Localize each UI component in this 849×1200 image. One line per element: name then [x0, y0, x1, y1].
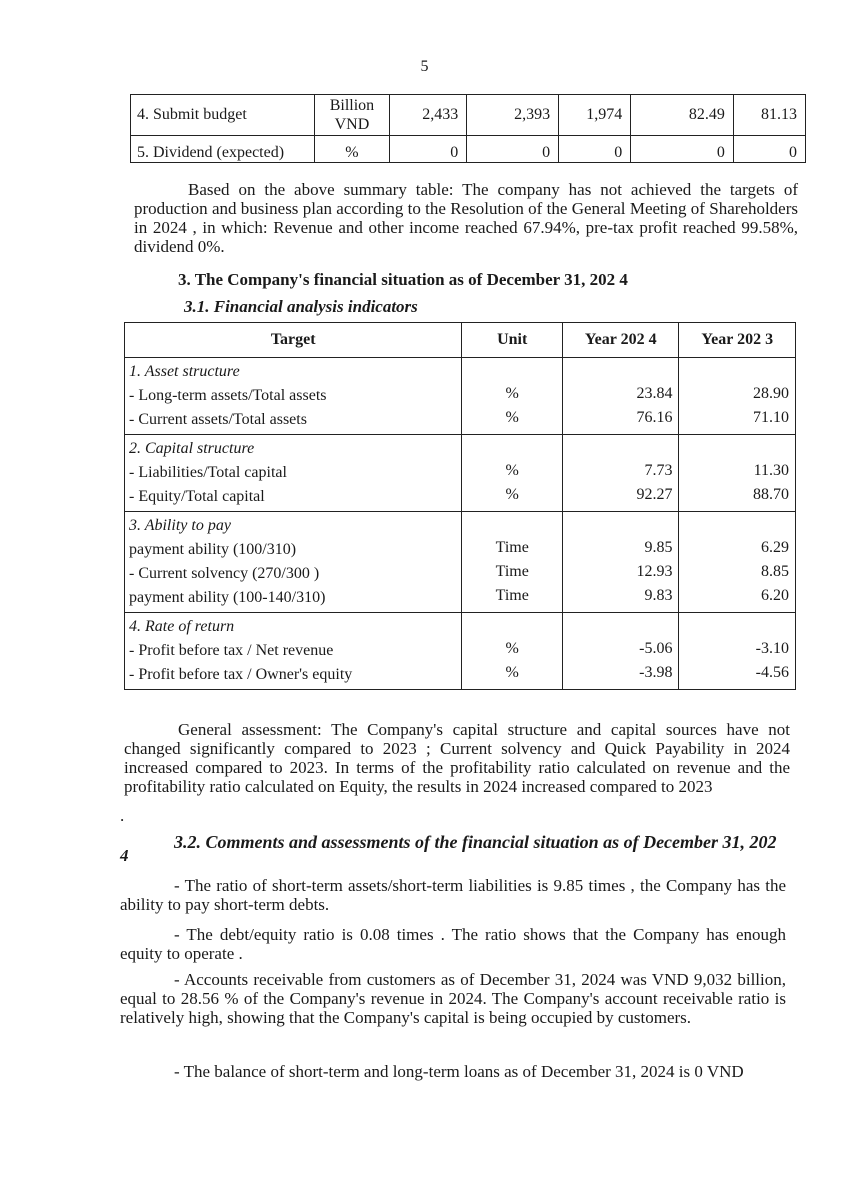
section-3-1-title: 3.1. Financial analysis indicators	[184, 297, 418, 316]
value-2024: 76.16	[636, 409, 673, 426]
value-2023: -4.56	[755, 664, 789, 681]
value-2023-cell	[679, 358, 796, 435]
row-unit: %	[315, 136, 390, 163]
value-2023: 88.70	[753, 486, 789, 503]
value-2023-cell	[679, 613, 796, 690]
value-2023: 6.20	[761, 587, 789, 604]
section-3-2-title-continuation: 4	[120, 846, 129, 865]
row-unit: Time	[495, 539, 529, 556]
row-unit: %	[505, 462, 519, 479]
row-label: - Profit before tax / Owner's equity	[129, 666, 353, 683]
table-row	[125, 435, 796, 512]
table-row	[125, 512, 796, 613]
group-title: 3. Ability to pay	[129, 517, 231, 534]
value-2023-cell	[679, 435, 796, 512]
header-year-2023: Year 202 3	[679, 323, 796, 358]
row-label: - Profit before tax / Net revenue	[129, 642, 334, 659]
table-row	[131, 136, 806, 163]
row-label: - Liabilities/Total capital	[129, 464, 287, 481]
row-label: 5. Dividend (expected)	[131, 136, 315, 163]
value-2024: 92.27	[636, 486, 673, 503]
comment-paragraph: - The ratio of short-term assets/short-term liabilities is 9.85 times , the Company has the ability to pay short-term debts.	[120, 876, 786, 914]
value-2024-cell	[562, 358, 679, 435]
summary-paragraph: Based on the above summary table: The company has not achieved the targets of production and business plan according to the Resolution of the General Meeting of Shareholders in 2024 , in which: Revenue and other income reached 67.94%, pre-tax profit reached 99.58%, dividend 0%.	[134, 180, 798, 256]
general-assessment-paragraph: General assessment: The Company's capital structure and capital sources have not changed significantly compared to 2023 ; Current solvency and Quick Payability in 2024 increased compared to 2023. In terms of the profitability ratio calculated on revenue and the profitability ratio calculated on Equity, the results in 2024 increased compared to 2023	[124, 720, 790, 796]
row-unit: %	[505, 385, 519, 402]
group-rate-of-return	[125, 613, 462, 690]
value-2024-cell	[562, 435, 679, 512]
unit-cell	[462, 512, 563, 613]
group-title: 1. Asset structure	[129, 363, 240, 380]
section-3-title: 3. The Company's financial situation as of December 31, 202 4	[178, 270, 628, 289]
value-2023: 11.30	[753, 462, 789, 479]
value-2023: -3.10	[755, 640, 789, 657]
row-unit: %	[505, 640, 519, 657]
group-ability-to-pay	[125, 512, 462, 613]
cell-value: 0	[733, 136, 805, 163]
value-2024: 12.93	[636, 563, 673, 580]
value-2024: 23.84	[636, 385, 673, 402]
row-unit: Time	[495, 587, 529, 604]
cell-value: 1,974	[559, 95, 631, 136]
table-row	[131, 95, 806, 136]
value-2024: -5.06	[639, 640, 673, 657]
unit-cell	[462, 358, 563, 435]
cell-value: 0	[389, 136, 466, 163]
cell-value: 2,433	[389, 95, 466, 136]
comment-paragraph: - Accounts receivable from customers as of December 31, 2024 was VND 9,032 billion, equal to 28.56 % of the Company's revenue in 2024. The Company's account receivable ratio is relatively high, showing that the Company's capital is being occupied by customers.	[120, 970, 786, 1027]
value-2024-cell	[562, 512, 679, 613]
table-row	[125, 613, 796, 690]
header-unit: Unit	[462, 323, 563, 358]
unit-cell	[462, 613, 563, 690]
table-row	[125, 358, 796, 435]
row-unit: %	[505, 486, 519, 503]
value-2024: -3.98	[639, 664, 673, 681]
cell-value: 0	[631, 136, 734, 163]
header-year-2024: Year 202 4	[562, 323, 679, 358]
indicators-table	[124, 322, 796, 690]
row-unit: Time	[495, 563, 529, 580]
cell-value: 81.13	[733, 95, 805, 136]
row-label: - Current solvency (270/300 )	[129, 565, 320, 582]
value-2024: 9.83	[644, 587, 673, 604]
value-2023: 6.29	[761, 539, 789, 556]
row-label: - Equity/Total capital	[129, 488, 265, 505]
unit-cell	[462, 435, 563, 512]
budget-table	[130, 94, 806, 163]
cell-value: 82.49	[631, 95, 734, 136]
section-3-2-title: 3.2. Comments and assessments of the financial situation as of December 31, 202	[174, 832, 777, 852]
row-label: - Long-term assets/Total assets	[129, 387, 327, 404]
row-label: 4. Submit budget	[131, 95, 315, 136]
row-unit: %	[505, 409, 519, 426]
value-2023: 71.10	[753, 409, 789, 426]
comment-paragraph: - The balance of short-term and long-term loans as of December 31, 2024 is 0 VND	[174, 1062, 744, 1081]
group-capital-structure	[125, 435, 462, 512]
row-unit: %	[505, 664, 519, 681]
value-2024: 9.85	[644, 539, 673, 556]
value-2024: 7.73	[644, 462, 673, 479]
value-2023: 28.90	[753, 385, 789, 402]
row-label: payment ability (100/310)	[129, 541, 297, 558]
value-2023-cell	[679, 512, 796, 613]
group-title: 4. Rate of return	[129, 618, 235, 635]
group-asset-structure	[125, 358, 462, 435]
row-label: - Current assets/Total assets	[129, 411, 307, 428]
cell-value: 2,393	[467, 95, 559, 136]
comment-paragraph: - The debt/equity ratio is 0.08 times . The ratio shows that the Company has enough equity to operate .	[120, 925, 786, 963]
header-target: Target	[125, 323, 462, 358]
group-title: 2. Capital structure	[129, 440, 255, 457]
row-unit: Billion VND	[315, 95, 390, 136]
table-header-row	[125, 323, 796, 358]
row-label: payment ability (100-140/310)	[129, 589, 326, 606]
cell-value: 0	[467, 136, 559, 163]
value-2024-cell	[562, 613, 679, 690]
value-2023: 8.85	[761, 563, 789, 580]
cell-value: 0	[559, 136, 631, 163]
page-number: 5	[420, 58, 429, 75]
